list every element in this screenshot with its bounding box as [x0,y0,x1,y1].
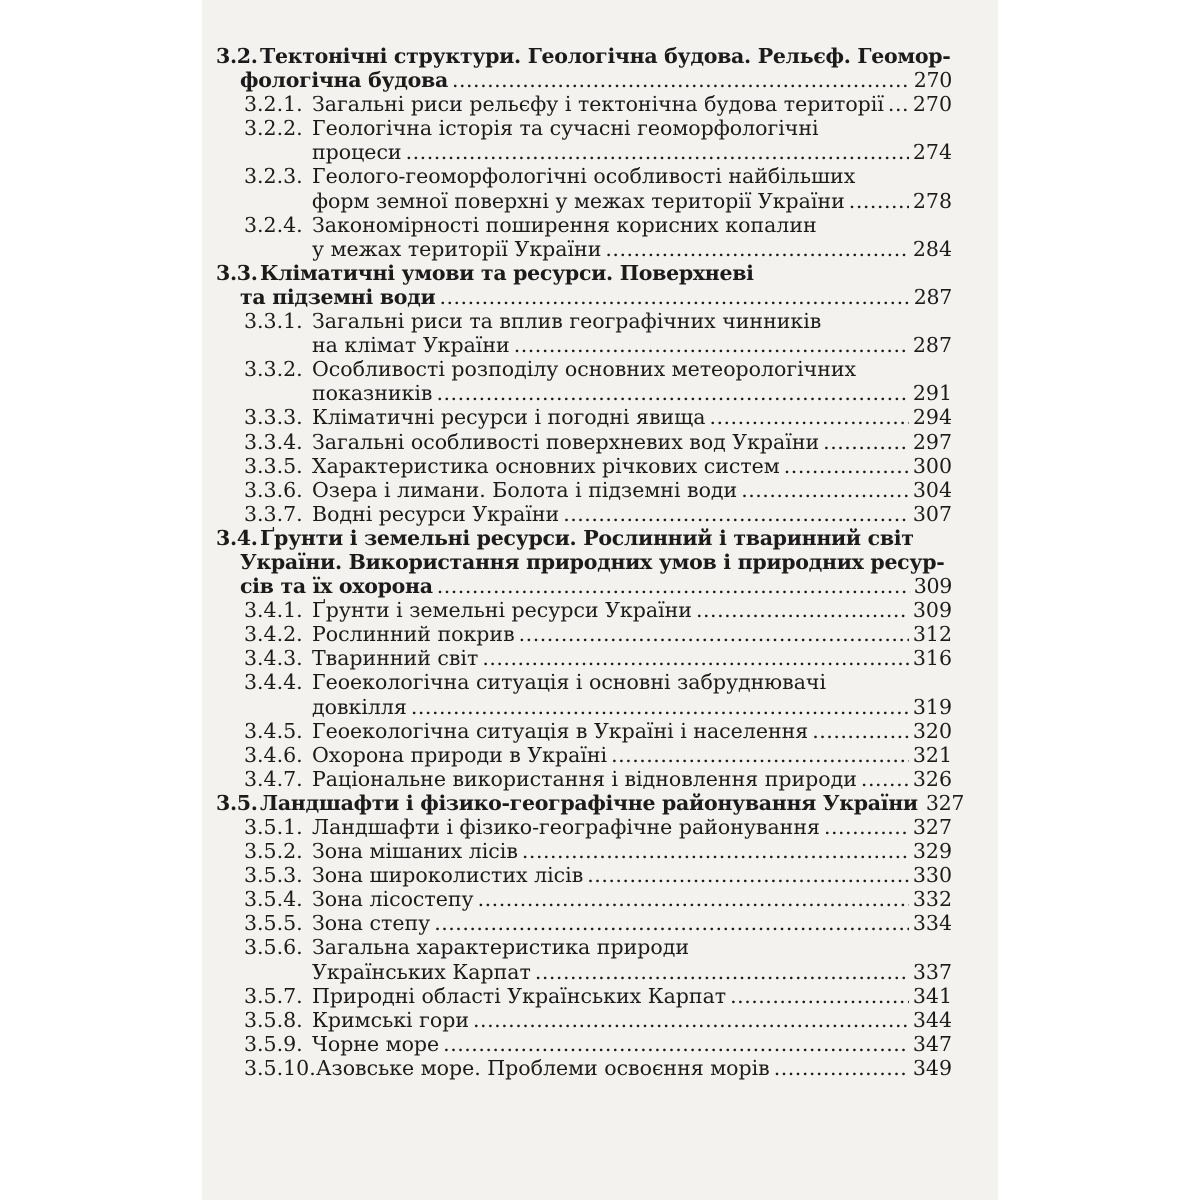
page-number: 300 [912,453,952,478]
entry-title: Загальні риси рельєфу і тектонічна будова території [312,92,884,117]
page-number: 278 [912,188,952,213]
entry-number: 3.4.1. [244,598,303,623]
leader-dots [823,430,909,454]
entry-number: 3.5.10. [244,1055,316,1080]
entry-title: Раціональне використання і відновлення природи [312,766,857,791]
page-number: 274 [912,140,952,165]
leader-dots [439,285,909,309]
toc-entry-3-5-5 [216,911,952,935]
entry-number: 3.5.7. [244,983,303,1008]
page-number: 307 [912,501,952,526]
toc-section-3-2-cont [216,68,952,92]
toc-entry-3-5-4 [216,887,952,911]
entry-title: Природні області Українських Карпат [312,983,727,1008]
leader-dots [452,68,910,92]
entry-title-cont: процеси [312,140,402,165]
entry-title: Ґрунти і земельні ресурси України [312,598,692,623]
section-number: 3.4. [216,525,258,550]
leader-dots [730,984,909,1008]
leader-dots [849,189,909,213]
entry-number: 3.4.5. [244,718,303,743]
entry-title: Тваринний світ [312,646,479,671]
page-number: 330 [912,863,952,888]
toc-entry-3-2-4 [216,213,952,237]
page-number: 312 [912,622,952,647]
toc-entry-3-5-1 [216,815,952,839]
toc-entry-3-3-6 [216,478,952,502]
entry-title-cont: на клімат України [312,333,510,358]
entry-number: 3.5.2. [244,839,303,864]
toc-entry-3-4-6 [216,743,952,767]
entry-title: Азовське море. Проблеми освоєння морів [316,1055,770,1080]
page-number: 349 [912,1055,952,1080]
leader-dots [784,454,909,478]
leader-dots [443,1032,909,1056]
entry-number: 3.5.4. [244,887,303,912]
entry-title: Рослинний покрив [312,622,515,647]
page-number: 320 [912,718,952,743]
toc-entry-3-2-3-cont [216,189,952,213]
toc-entry-3-5-8 [216,1008,952,1032]
leader-dots [824,815,909,839]
entry-number: 3.5.1. [244,815,303,839]
entry-title-cont: форм земної поверхні у межах території України [312,188,845,213]
page-number: 270 [912,92,952,117]
toc-entry-3-2-2-cont [216,140,952,164]
toc-entry-3-3-2-cont [216,381,952,405]
entry-number: 3.3.3. [244,405,303,430]
leader-dots [473,1008,909,1032]
entry-number: 3.3.7. [244,501,303,526]
section-title: Тектонічні структури. Геологічна будова. Рельєф. Геомор- [260,44,951,68]
toc-entry-3-5-3 [216,863,952,887]
toc-entry-3-4-5 [216,719,952,743]
toc-entry-3-3-1 [216,309,952,333]
leader-dots [436,381,908,405]
toc-entry-3-5-9 [216,1032,952,1056]
entry-title: Зона широколистих лісів [312,863,584,888]
toc-entry-3-5-6 [216,935,952,959]
entry-number: 3.2.3. [244,164,303,189]
toc-section-3-4 [216,526,952,550]
leader-dots [741,478,909,502]
leader-dots [434,911,909,935]
page-number: 334 [912,911,952,936]
toc-entry-3-2-4-cont [216,237,952,261]
entry-number: 3.2.4. [244,212,303,237]
leader-dots [709,405,908,429]
page-number: 291 [912,381,952,406]
leader-dots [437,574,910,598]
leader-dots [535,960,909,984]
entry-title: Водні ресурси України [312,501,560,526]
leader-dots [587,863,909,887]
toc-section-3-4-cont1 [216,550,952,574]
page-number: 294 [912,405,952,430]
entry-number: 3.2.1. [244,92,303,117]
entry-number: 3.5.3. [244,863,303,888]
entry-number: 3.4.2. [244,622,303,647]
page-number: 321 [912,742,952,767]
entry-title: Чорне море [312,1031,440,1056]
page-number: 284 [912,236,952,261]
leader-dots [696,598,909,622]
page-number: 332 [912,887,952,912]
entry-title: Охорона природи в Україні [312,742,608,767]
entry-title: Геологічна історія та сучасні геоморфологічні [312,116,819,141]
page-number: 337 [912,959,952,984]
leader-dots [482,646,909,670]
toc-section-3-3 [216,261,952,285]
entry-number: 3.4.4. [244,670,303,695]
section-number: 3.2. [216,44,258,68]
toc-section-3-2 [216,44,952,68]
toc-entry-3-5-7 [216,984,952,1008]
entry-number: 3.4.6. [244,742,303,767]
entry-number: 3.4.7. [244,766,303,791]
entry-title: Зона мішаних лісів [312,839,518,864]
section-number: 3.3. [216,260,258,285]
leader-dots [611,743,909,767]
toc-entry-3-4-2 [216,622,952,646]
toc-entry-3-5-2 [216,839,952,863]
leader-dots [478,887,909,911]
entry-title: Геолого-геоморфологічні особливості найбільших [312,164,856,189]
entry-number: 3.3.5. [244,453,303,478]
toc-entry-3-5-6-cont [216,960,952,984]
toc-entry-3-5-10 [216,1056,952,1080]
leader-dots [563,502,909,526]
entry-title: Особливості розподілу основних метеорологічних [312,357,857,382]
page-number: 329 [912,839,952,864]
toc-entry-3-2-3 [216,164,952,188]
page-number: 341 [912,983,952,1008]
entry-title: Геоекологічна ситуація в Україні і населення [312,718,809,743]
leader-dots [774,1056,909,1080]
leader-dots [411,695,909,719]
toc-section-3-5 [216,790,965,815]
entry-number: 3.5.5. [244,911,303,936]
table-of-contents [216,44,965,1080]
toc-entry-3-3-1-cont [216,333,952,357]
toc-entry-3-4-4-cont [216,695,952,719]
page-number: 326 [912,766,952,791]
entry-number: 3.5.6. [244,935,303,960]
entry-number: 3.3.2. [244,357,303,382]
section-title: Ландшафти і фізико-географічне районування України [260,790,918,815]
entry-title: Загальні риси та вплив географічних чинників [312,309,822,334]
page-number: 319 [912,694,952,719]
entry-title: Закономірності поширення корисних копалин [312,212,817,237]
entry-number: 3.2.2. [244,116,303,141]
leader-dots [514,333,909,357]
toc-section-3-3-cont [216,285,952,309]
toc-entry-3-3-2 [216,357,952,381]
page-number: 327 [925,790,965,815]
entry-title: Характеристика основних річкових систем [312,453,780,478]
entry-title-cont: довкілля [312,694,407,719]
entry-number: 3.3.6. [244,477,303,502]
toc-section-3-4-cont2 [216,574,952,598]
page-number: 304 [912,477,952,502]
leader-dots [519,622,909,646]
page-number: 309 [912,598,952,623]
entry-number: 3.5.8. [244,1007,303,1032]
leader-dots [888,92,909,116]
entry-title: Кліматичні ресурси і погодні явища [312,405,706,430]
toc-entry-3-3-4 [216,430,952,454]
section-title-cont: фологічна будова [240,68,448,93]
section-title: Кліматичні умови та ресурси. Поверхневі [260,260,754,285]
entry-title: Загальні особливості поверхневих вод України [312,429,820,454]
toc-entry-3-3-5 [216,454,952,478]
entry-title: Геоекологічна ситуація і основні забруднювачі [312,670,827,695]
entry-title-cont: показників [312,381,433,406]
section-title-cont: України. Використання природних умов і природних ресур- [240,549,945,574]
entry-title: Озера і лимани. Болота і підземні води [312,477,738,502]
toc-entry-3-4-3 [216,646,952,670]
section-title-cont: сів та їх охорона [240,574,433,599]
toc-entry-3-4-1 [216,598,952,622]
page-number: 297 [912,429,952,454]
entry-number: 3.5.9. [244,1031,303,1056]
page-number: 309 [913,574,952,599]
entry-number: 3.3.4. [244,429,303,454]
page-number: 270 [913,68,952,93]
entry-number: 3.3.1. [244,309,303,334]
toc-entry-3-2-2 [216,116,952,140]
entry-title-cont: Українських Карпат [312,959,531,984]
entry-title: Зона степу [312,911,431,936]
page-number: 316 [912,646,952,671]
entry-title: Ландшафти і фізико-географічне районування [312,815,820,839]
page-number: 287 [912,333,952,358]
page-number: 287 [913,284,952,309]
entry-title: Кримські гори [312,1007,469,1032]
section-title-cont: та підземні води [240,284,436,309]
section-number: 3.5. [216,790,258,815]
leader-dots [812,719,909,743]
entry-title: Загальна характеристика природи [312,935,689,960]
entry-title-cont: у межах території України [312,236,602,261]
toc-entry-3-4-4 [216,670,952,694]
toc-entry-3-2-1 [216,92,952,116]
page-number: 344 [912,1007,952,1032]
leader-dots [861,767,909,791]
toc-entry-3-3-7 [216,502,952,526]
entry-number: 3.4.3. [244,646,303,671]
section-title: Ґрунти і земельні ресурси. Рослинний і тваринний світ [260,525,914,550]
leader-dots [605,237,908,261]
entry-title: Зона лісостепу [312,887,474,912]
toc-entry-3-4-7 [216,767,952,791]
page-number: 327 [912,815,952,839]
leader-dots [406,140,909,164]
toc-entry-3-3-3 [216,405,952,429]
page-number: 347 [912,1031,952,1056]
leader-dots [522,839,909,863]
